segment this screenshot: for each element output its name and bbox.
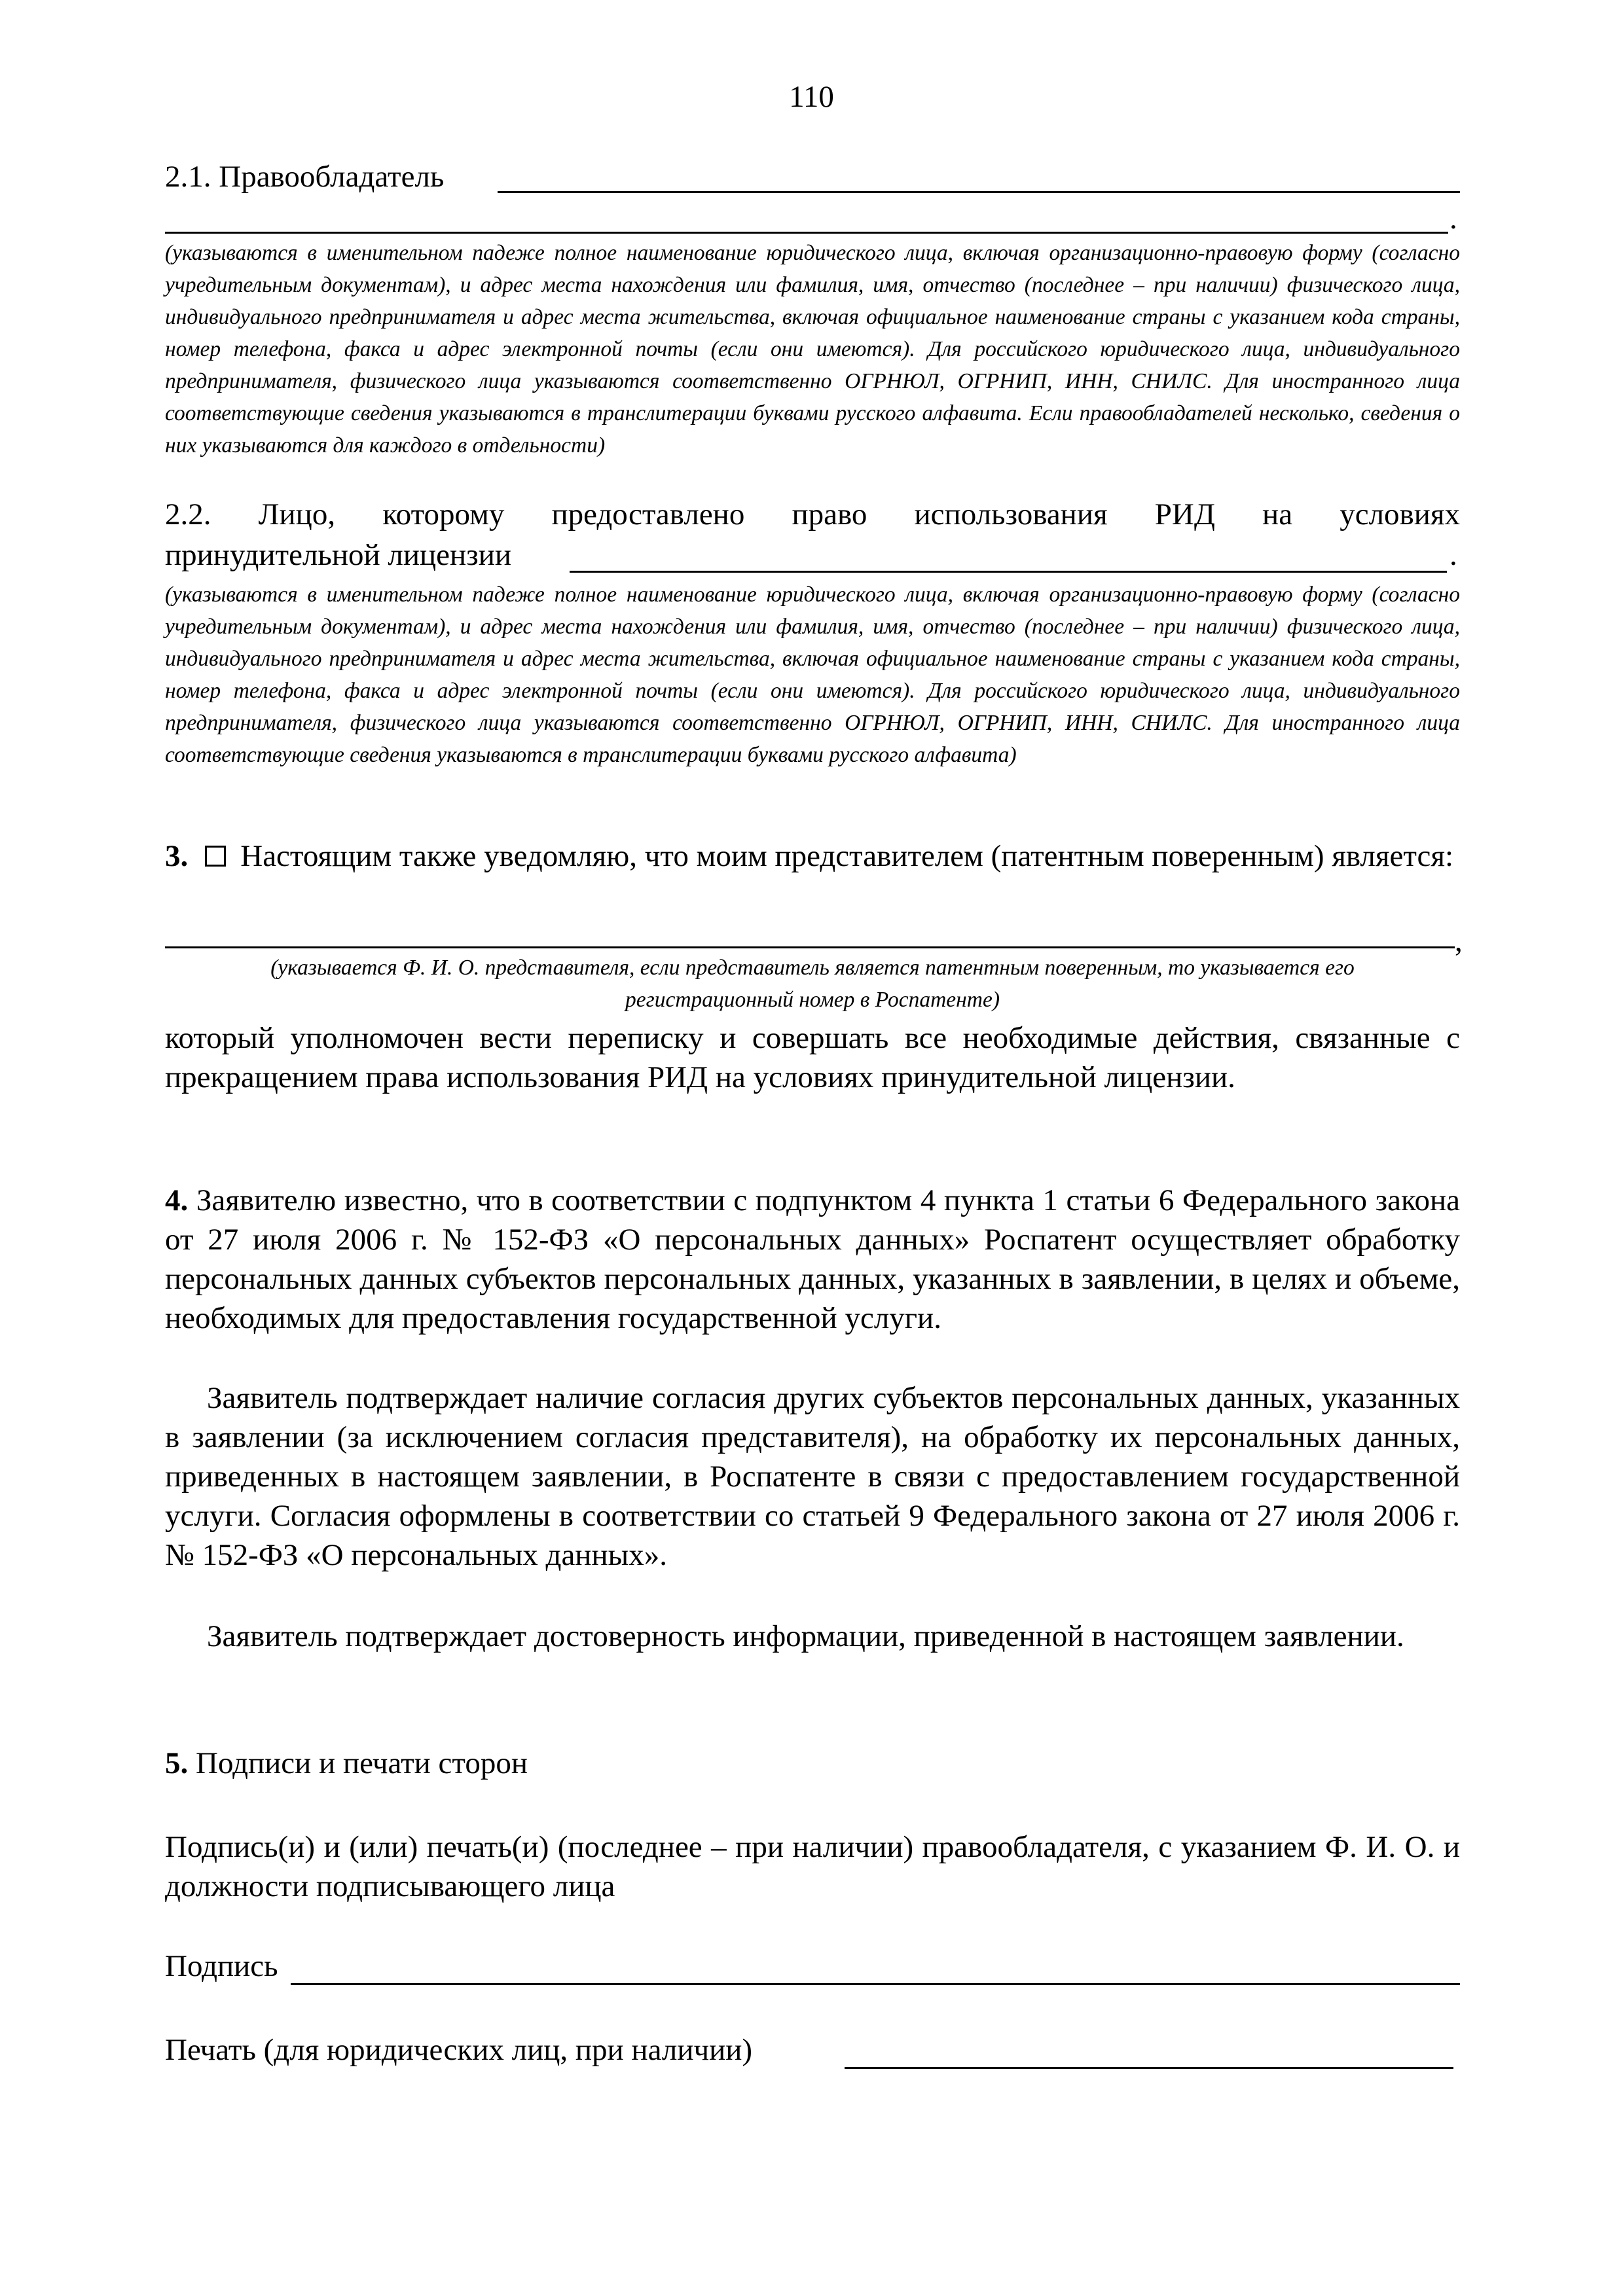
licensee-note: (указываются в именительном падеже полное наименование юридического лица, включая организационно-правовую форму (согласно учредительным документам), и адрес места нахождения или фамилия, имя, отчество (последнее – при наличии) физического лица, индивидуального предпринимателя и адрес места жительства, включая официальное наименование страны с указанием кода страны, номер телефона, факса и адрес электронной почты (если они имеются). Для российского юридического лица, индивидуального предпринимателя, физического лица указываются соответственно ОГРНЮЛ, ОГРНИП, ИНН, СНИЛС. Для иностранного лица соответствующие сведения указываются в транслитерации буквами русского алфавита) <box>165 583 1460 767</box>
rightholder-label: 2.1. Правообладатель <box>165 160 445 194</box>
representative-checkbox[interactable] <box>205 846 226 867</box>
signature-field[interactable] <box>291 1983 1460 1985</box>
page-number: 110 <box>789 80 834 114</box>
personal-data-paragraph-3: Заявитель подтверждает достоверность информации, приведенной в настоящем заявлении. <box>207 1619 1404 1653</box>
representative-note: (указывается Ф. И. О. представителя, если представитель является патентным поверенным, то указывается его регистрационный номер в Роспатенте) <box>270 956 1355 1012</box>
representative-text: Настоящим также уведомляю, что моим представителем (патентным поверенным) является: <box>240 839 1454 873</box>
document-page: 110 2.1. Правообладатель . (указываются в именительном падеже полное наименование юридического лица, включая организационно-правовую форму (согласно учредительным документам), и адрес места нахождения или фамилия, имя, отчество (последнее – при наличии) физического лица, индивидуального предпринимателя и адрес места жительства, включая официальное наименование страны с указанием кода страны, номер телефона, факса и адрес электронной почты (если они имеются). Для российского юридического лица, индивидуального предпринимателя, физического лица указываются соответственно ОГРНЮЛ, ОГРНИП, ИНН, СНИЛС. Для иностранного лица соответствующие сведения указываются в транслитерации буквами русского алфавита. Если правообладателей несколько, сведения о них указываются для каждого в отдельности) 2.2. Лицо, которому предоставлено право использования РИД на условиях принудительной лицензии . (указываются в именительном падеже полное наименование юридического лица, включая организационно-правовую форму (согласно учредительным документам), и адрес места нахождения или фамилия, имя, отчество (последнее – при наличии) физического лица, индивидуального предпринимателя и адрес места жительства, включая официальное наименование страны с указанием кода страны, номер телефона, факса и адрес электронной почты (если они имеются). Для российского юридического лица, индивидуального предпринимателя, физического лица указываются соответственно ОГРНЮЛ, ОГРНИП, ИНН, СНИЛС. Для иностранного лица соответствующие сведения указываются в транслитерации буквами русского алфавита) 3. Настоящим также уведомляю, что моим представителем (патентным поверенным) является: , (указывается Ф. И. О. представителя, если представитель является патентным поверенным, то указывается его регистрационный номер в Роспатенте) который уполномочен вести переписку и совершать все необходимые действия, связанные с прекращением права использования РИД на условиях принудительной лицензии. 4. Заявителю известно, что в соответствии с подпунктом 4 пункта 1 статьи 6 Федерального закона от 27 июля 2006 г. № 152-ФЗ «О персональных данных» Роспатент осуществляет обработку персональных данных субъектов персональных данных, указанных в заявлении, в целях и объеме, необходимых для предоставления государственной услуги. Заявитель подтверждает наличие согласия других субъектов персональных данных, указанных в заявлении (за исключением согласия представителя), на обработку их персональных данных, приведенных в настоящем заявлении, в Роспатенте в связи с предоставлением государственной услуги. Согласия оформлены в соответствии со статьей 9 Федерального закона от 27 июля 2006 г. № 152-ФЗ «О персональных данных». Заявитель подтверждает достоверность информации, приведенной в настоящем заявлении. 5. Подписи и печати сторон Подпись(и) и (или) печать(и) (последнее – при наличии) правообладателя, с указанием Ф. И. О. и должности подписывающего лица Подпись Печать (для юридических лиц, при наличии) <box>0 0 1623 2296</box>
representative-paragraph <box>165 836 1460 876</box>
rightholder-note: (указываются в именительном падеже полное наименование юридического лица, включая организационно-правовую форму (согласно учредительным документам), и адрес места нахождения или фамилия, имя, отчество (последнее – при наличии) физического лица, индивидуального предпринимателя и адрес места жительства, включая официальное наименование страны с указанием кода страны, номер телефона, факса и адрес электронной почты (если они имеются). Для российского юридического лица, индивидуального предпринимателя, физического лица указываются соответственно ОГРНЮЛ, ОГРНИП, ИНН, СНИЛС. Для иностранного лица соответствующие сведения указываются в транслитерации буквами русского алфавита. Если правообладателей несколько, сведения о них указываются для каждого в отдельности) <box>165 241 1460 457</box>
section-5-number: 5. <box>165 1746 189 1780</box>
personal-data-paragraph-2: Заявитель подтверждает наличие согласия других субъектов персональных данных, указанных в заявлении (за исключением согласия представителя), на обработку их персональных данных, приведенных в настоящем заявлении, в Роспатенте в связи с предоставлением государственной услуги. Согласия оформлены в соответствии со статьей 9 Федерального закона от 27 июля 2006 г. № 152-ФЗ «О персональных данных». <box>165 1381 1460 1572</box>
licensee-label-line2: принудительной лицензии <box>165 538 512 572</box>
representative-authority-text: который уполномочен вести переписку и совершать все необходимые действия, связанные с прекращением права использования РИД на условиях принудительной лицензии. <box>165 1021 1460 1094</box>
rightholder-field-line2[interactable] <box>165 232 1448 234</box>
signatures-text: Подпись(и) и (или) печать(и) (последнее – при наличии) правообладателя, с указанием Ф. И. О. и должности подписывающего лица <box>165 1830 1460 1903</box>
seal-field[interactable] <box>845 2067 1453 2069</box>
licensee-field[interactable] <box>570 571 1447 573</box>
seal-label: Печать (для юридических лиц, при наличии) <box>165 2033 753 2067</box>
signatures-heading: 5. Подписи и печати сторон <box>165 1746 528 1780</box>
section-4-number: 4. <box>165 1183 189 1217</box>
section-3-number: 3. <box>165 839 189 873</box>
representative-field[interactable] <box>165 946 1455 948</box>
signature-label: Подпись <box>165 1949 278 1983</box>
licensee-label-line1: 2.2. Лицо, которому предоставлено право использования РИД на условиях <box>165 497 1460 531</box>
rightholder-field[interactable] <box>498 191 1460 193</box>
personal-data-paragraph-1: 4. Заявителю известно, что в соответствии с подпунктом 4 пункта 1 статьи 6 Федерального закона от 27 июля 2006 г. № 152-ФЗ «О персональных данных» Роспатент осуществляет обработку персональных данных субъектов персональных данных, указанных в заявлении, в целях и объеме, необходимых для предоставления государственной услуги. <box>165 1183 1460 1335</box>
